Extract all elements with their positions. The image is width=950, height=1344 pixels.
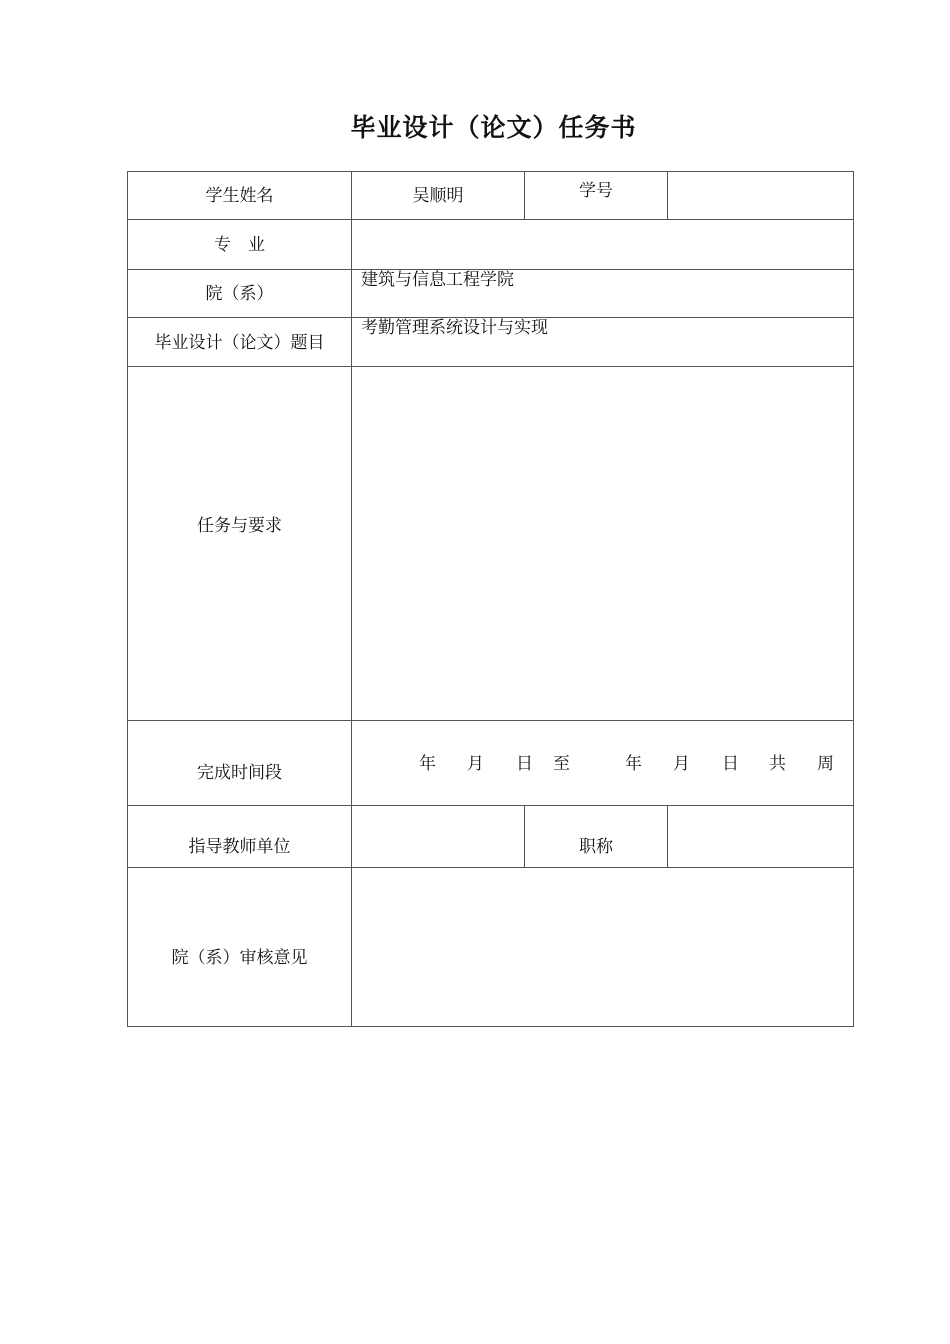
row-divider	[128, 366, 853, 367]
thesis-title-value[interactable]: 考勤管理系统设计与实现	[361, 318, 548, 338]
period-year-end: 年	[625, 754, 642, 774]
advisor-unit-label: 指导教师单位	[188, 837, 291, 857]
period-total: 共	[769, 754, 786, 774]
department-label: 院（系）	[205, 284, 274, 304]
advisor-title-label: 职称	[579, 837, 613, 857]
student-id-label: 学号	[579, 181, 613, 201]
review-label: 院（系）审核意见	[171, 948, 308, 968]
period-weeks: 周	[817, 754, 834, 774]
column-divider	[351, 172, 352, 1026]
period-year-start: 年	[419, 754, 436, 774]
tasks-label: 任务与要求	[197, 516, 282, 536]
thesis-title-label: 毕业设计（论文）题目	[154, 333, 325, 353]
column-divider	[524, 805, 525, 867]
period-month-start: 月	[467, 754, 484, 774]
student-name-label: 学生姓名	[205, 186, 274, 206]
row-divider	[128, 219, 853, 220]
period-to: 至	[553, 754, 570, 774]
task-form-table	[127, 171, 854, 1027]
period-day-end: 日	[722, 754, 739, 774]
page-title: 毕业设计（论文）任务书	[350, 113, 637, 142]
period-label: 完成时间段	[197, 763, 282, 783]
column-divider	[667, 172, 668, 219]
row-divider	[128, 867, 853, 868]
column-divider	[667, 805, 668, 867]
department-value[interactable]: 建筑与信息工程学院	[361, 270, 514, 290]
student-name-value[interactable]: 吴顺明	[412, 186, 464, 206]
row-divider	[128, 720, 853, 721]
period-month-end: 月	[673, 754, 690, 774]
row-divider	[128, 805, 853, 806]
period-day-start: 日	[516, 754, 533, 774]
major-label: 专 业	[214, 235, 265, 255]
